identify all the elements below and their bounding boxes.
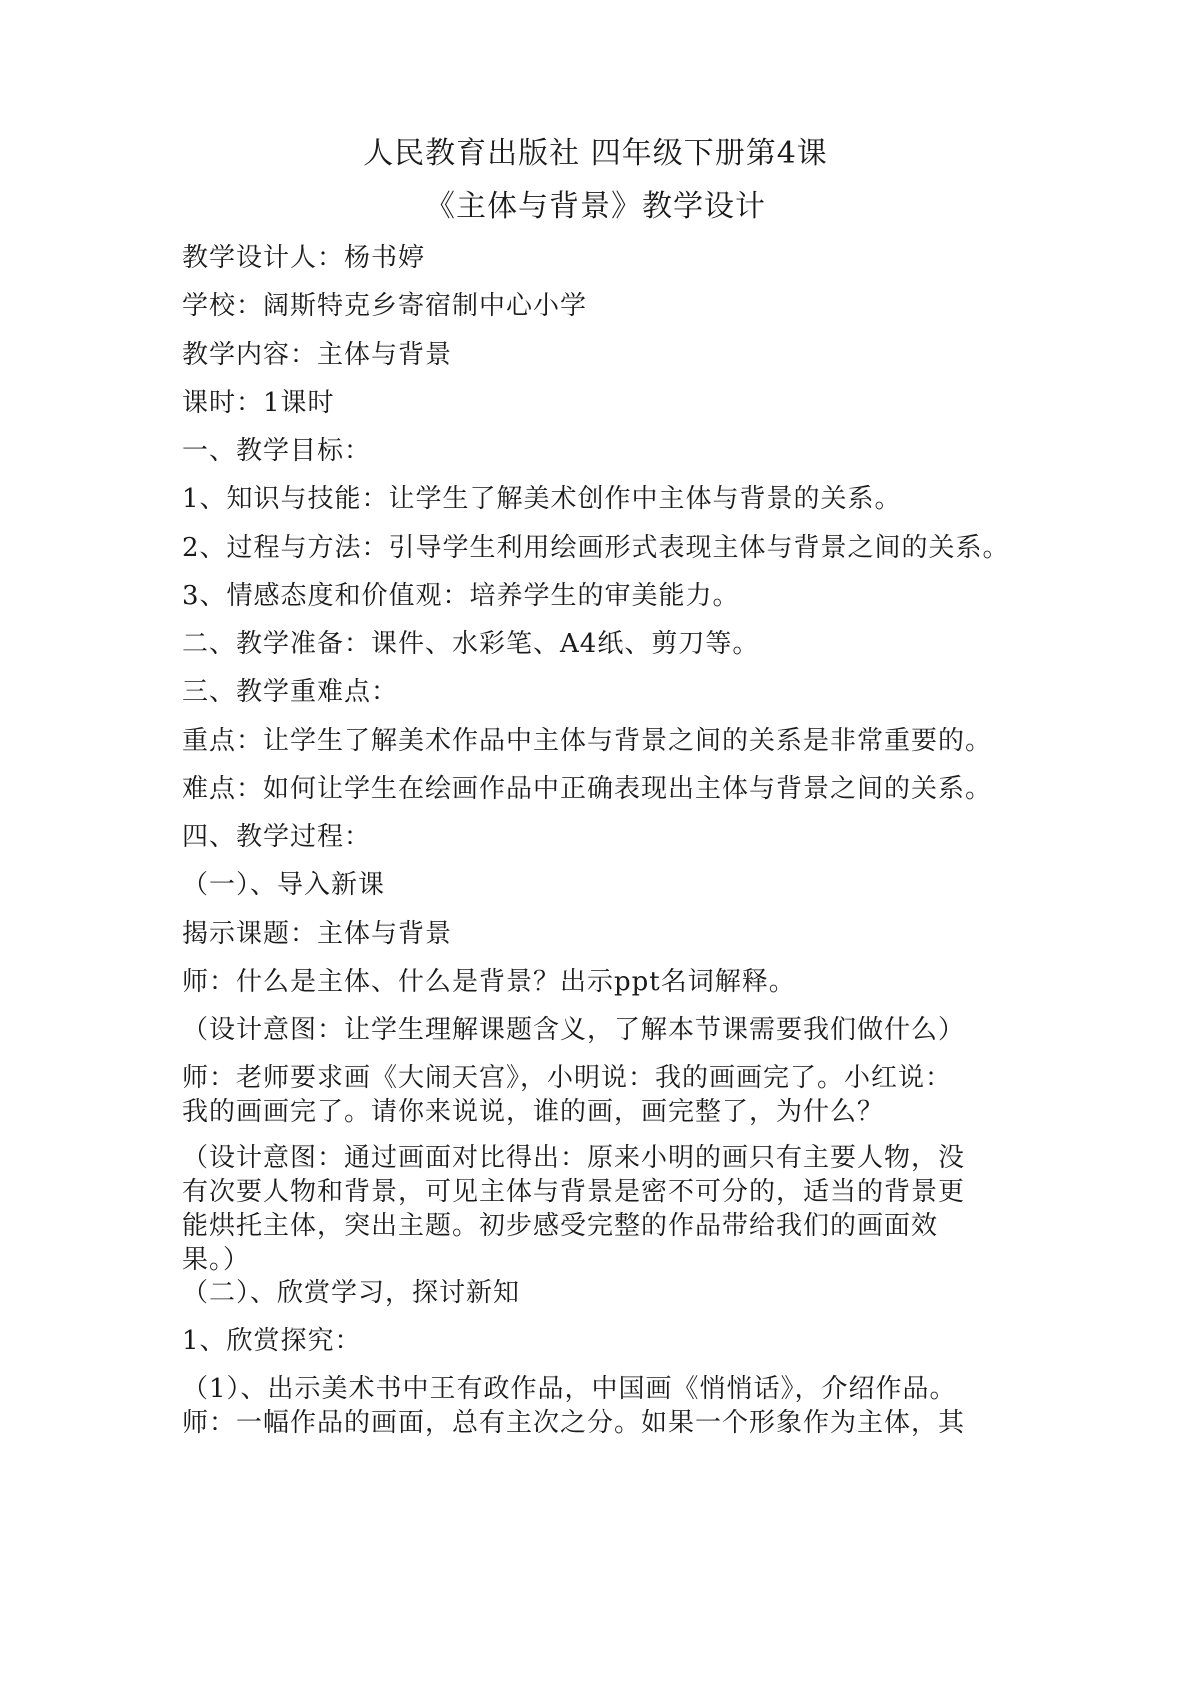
- process-heading: 四、教学过程：: [182, 822, 372, 852]
- content-line: 教学内容：主体与背景: [182, 340, 453, 370]
- key-point: 重点：让学生了解美术作品中主体与背景之间的关系是非常重要的。: [182, 726, 993, 756]
- title-line-1: 人民教育出版社 四年级下册第4课: [363, 136, 828, 171]
- period-line: 课时：1课时: [182, 388, 335, 418]
- appreciate-text: （1）、出示美术书中王有政作品，中国画《悄悄话》，介绍作品。 师：一幅作品的画面，总有主次之分。如果一个形象作为主体，其: [182, 1374, 966, 1438]
- goal-2: 2、过程与方法：引导学生利用绘画形式表现主体与背景之间的关系。: [182, 533, 1010, 563]
- reveal-topic: 揭示课题：主体与背景: [182, 919, 453, 949]
- teacher-question-1: 师：什么是主体、什么是背景？出示ppt名词解释。: [182, 967, 796, 997]
- appreciate-heading: 1、欣赏探究：: [182, 1326, 362, 1356]
- goals-heading: 一、教学目标：: [182, 436, 372, 466]
- teacher-question-2: 师：老师要求画《大闹天宫》，小明说：我的画画完了。小红说： 我的画画完了。请你来说说，谁的画，画完整了，为什么？: [182, 1063, 953, 1127]
- design-intent-2: （设计意图：通过画面对比得出：原来小明的画只有主要人物，没 有次要人物和背景，可见主体与背景是密不可分的，适当的背景更 能烘托主体，突出主题。初步感受完整的作品带给我们的画面效 果。）: [182, 1143, 966, 1275]
- designer-line: 教学设计人：杨书婷: [182, 243, 426, 273]
- step-2-heading: （二）、欣赏学习，探讨新知: [182, 1278, 521, 1308]
- difficult-point: 难点：如何让学生在绘画作品中正确表现出主体与背景之间的关系。: [182, 774, 993, 804]
- design-intent-1: （设计意图：让学生理解课题含义，了解本节课需要我们做什么）: [182, 1015, 966, 1045]
- title-line-2: 《主体与背景》教学设计: [425, 189, 766, 224]
- goal-1: 1、知识与技能：让学生了解美术创作中主体与背景的关系。: [182, 484, 902, 514]
- step-1-heading: （一）、导入新课: [182, 870, 386, 900]
- key-heading: 三、教学重难点：: [182, 677, 399, 707]
- goal-3: 3、情感态度和价值观：培养学生的审美能力。: [182, 581, 740, 611]
- preparation-line: 二、教学准备：课件、水彩笔、A4纸、剪刀等。: [182, 629, 760, 659]
- school-line: 学校：阔斯特克乡寄宿制中心小学: [182, 291, 588, 321]
